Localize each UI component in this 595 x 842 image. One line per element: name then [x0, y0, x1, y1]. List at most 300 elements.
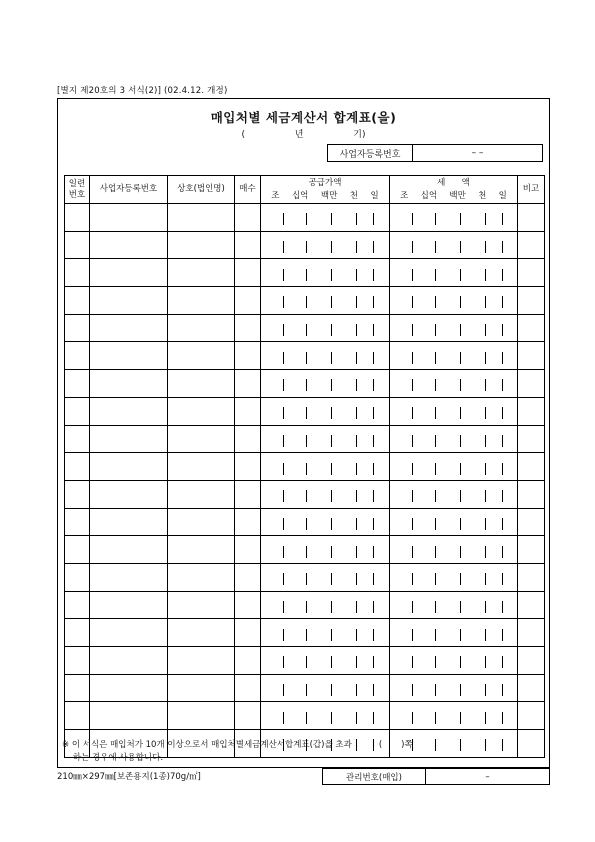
digit-separators: [390, 426, 517, 452]
digit-separators: [390, 564, 517, 590]
digit-tick: [283, 241, 284, 253]
digit-tick: [485, 379, 486, 391]
digit-tick: [460, 296, 461, 308]
digit-tick: [435, 296, 436, 308]
serial-cell[interactable]: [65, 480, 90, 508]
col-serial: 일련 번호: [65, 176, 90, 204]
footnote: ※ 이 서식은 매입처가 10개 이상으로서 매입처별세금계산서합계표(갑)을 초과 ( )쪽 하는 경우에 사용합니다.: [62, 740, 413, 763]
digit-tick: [331, 213, 332, 225]
digit-tick: [460, 352, 461, 364]
digit-tick: [373, 407, 374, 419]
company-cell[interactable]: [168, 425, 235, 453]
reg-number-cell[interactable]: [90, 674, 168, 702]
remarks-cell[interactable]: [518, 259, 545, 287]
digit-tick: [373, 601, 374, 613]
unit-label: 조: [271, 190, 280, 201]
digit-tick: [435, 352, 436, 364]
supply-value-cell[interactable]: [261, 619, 390, 647]
count-cell[interactable]: [235, 591, 261, 619]
digit-tick: [460, 463, 461, 475]
tax-cell[interactable]: [390, 563, 518, 591]
tax-cell[interactable]: [390, 674, 518, 702]
digit-separators: [390, 481, 517, 507]
digit-tick: [356, 213, 357, 225]
remarks-cell[interactable]: [518, 397, 545, 425]
digit-tick: [435, 213, 436, 225]
reg-number-cell[interactable]: [90, 425, 168, 453]
digit-tick: [502, 241, 503, 253]
serial-cell[interactable]: [65, 508, 90, 536]
form-frame: [57, 98, 550, 768]
supply-value-cell[interactable]: [261, 453, 390, 481]
digit-separators: [390, 647, 517, 673]
reg-number-cell[interactable]: [90, 619, 168, 647]
digit-tick: [356, 379, 357, 391]
digit-tick: [331, 629, 332, 641]
table-row: [65, 453, 545, 481]
company-cell[interactable]: [168, 508, 235, 536]
digit-tick: [435, 463, 436, 475]
serial-cell[interactable]: [65, 619, 90, 647]
year-label: 년: [294, 130, 304, 140]
count-cell[interactable]: [235, 619, 261, 647]
digit-tick: [460, 712, 461, 724]
company-cell[interactable]: [168, 397, 235, 425]
count-cell[interactable]: [235, 702, 261, 730]
tax-cell[interactable]: [390, 480, 518, 508]
remarks-cell[interactable]: [518, 425, 545, 453]
digit-tick: [460, 490, 461, 502]
supply-value-cell[interactable]: [261, 591, 390, 619]
company-cell[interactable]: [168, 314, 235, 342]
reg-number-cell[interactable]: [90, 508, 168, 536]
supply-value-cell[interactable]: [261, 563, 390, 591]
digit-tick: [373, 546, 374, 558]
digit-tick: [460, 739, 461, 751]
digit-tick: [356, 352, 357, 364]
supply-units: [261, 191, 389, 202]
supply-value-cell[interactable]: [261, 702, 390, 730]
col-company: 상호(법인명): [168, 176, 235, 204]
table-row: [65, 563, 545, 591]
company-cell[interactable]: [168, 204, 235, 232]
digit-separators: [261, 592, 389, 618]
digit-tick: [331, 573, 332, 585]
count-cell[interactable]: [235, 204, 261, 232]
remarks-cell[interactable]: [518, 204, 545, 232]
serial-cell[interactable]: [65, 204, 90, 232]
digit-tick: [356, 546, 357, 558]
digit-tick: [331, 324, 332, 336]
reg-number-cell[interactable]: [90, 342, 168, 370]
company-cell[interactable]: [168, 453, 235, 481]
tax-cell[interactable]: [390, 508, 518, 536]
paper-spec: 210㎜×297㎜[보존용지(1종)70g/㎡]: [57, 772, 201, 782]
digit-tick: [485, 739, 486, 751]
digit-tick: [485, 324, 486, 336]
digit-tick: [373, 463, 374, 475]
digit-separators: [390, 509, 517, 535]
digit-tick: [412, 379, 413, 391]
table-row: [65, 508, 545, 536]
col-remarks: 비고: [518, 176, 545, 204]
digit-separators: [261, 620, 389, 646]
reg-number-field[interactable]: – –: [471, 148, 484, 158]
table-row: [65, 674, 545, 702]
unit-label: 일: [498, 190, 507, 201]
digit-tick: [412, 518, 413, 530]
digit-separators: [390, 703, 517, 729]
table-row: [65, 702, 545, 730]
digit-tick: [435, 712, 436, 724]
supply-value-label: 공급가액: [308, 177, 342, 188]
count-cell[interactable]: [235, 453, 261, 481]
digit-tick: [485, 629, 486, 641]
tax-cell[interactable]: [390, 619, 518, 647]
company-cell[interactable]: [168, 619, 235, 647]
reg-number-cell[interactable]: [90, 204, 168, 232]
digit-tick: [485, 601, 486, 613]
remarks-cell[interactable]: [518, 702, 545, 730]
digit-tick: [412, 629, 413, 641]
serial-cell[interactable]: [65, 536, 90, 564]
digit-tick: [283, 269, 284, 281]
digit-separators: [261, 232, 389, 258]
period-label: 기): [353, 130, 366, 140]
digit-tick: [435, 573, 436, 585]
reg-number-cell[interactable]: [90, 563, 168, 591]
supply-value-cell[interactable]: [261, 231, 390, 259]
reg-number-cell[interactable]: [90, 453, 168, 481]
tax-cell[interactable]: [390, 259, 518, 287]
company-cell[interactable]: [168, 259, 235, 287]
digit-tick: [306, 241, 307, 253]
digit-tick: [435, 324, 436, 336]
digit-tick: [306, 546, 307, 558]
digit-tick: [373, 684, 374, 696]
digit-tick: [435, 435, 436, 447]
serial-cell[interactable]: [65, 397, 90, 425]
management-number-box: [322, 768, 550, 785]
company-cell[interactable]: [168, 563, 235, 591]
digit-tick: [331, 379, 332, 391]
reg-number-cell[interactable]: [90, 259, 168, 287]
digit-separators: [261, 481, 389, 507]
year-period-line: [58, 127, 549, 140]
digit-tick: [412, 296, 413, 308]
remarks-cell[interactable]: [518, 619, 545, 647]
table-row: [65, 536, 545, 564]
unit-label: 조: [400, 190, 409, 201]
digit-separators: [261, 398, 389, 424]
reg-number-cell[interactable]: [90, 536, 168, 564]
tax-cell[interactable]: [390, 314, 518, 342]
serial-cell[interactable]: [65, 314, 90, 342]
digit-tick: [485, 684, 486, 696]
col-tax: [390, 176, 518, 204]
tax-cell[interactable]: [390, 397, 518, 425]
tax-cell[interactable]: [390, 287, 518, 315]
digit-separators: [261, 509, 389, 535]
digit-tick: [435, 269, 436, 281]
remarks-cell[interactable]: [518, 508, 545, 536]
reg-number-cell[interactable]: [90, 702, 168, 730]
digit-tick: [502, 407, 503, 419]
digit-tick: [283, 518, 284, 530]
reg-number-cell[interactable]: [90, 591, 168, 619]
digit-tick: [502, 435, 503, 447]
supply-value-cell[interactable]: [261, 508, 390, 536]
digit-tick: [283, 435, 284, 447]
company-cell[interactable]: [168, 536, 235, 564]
tax-cell[interactable]: [390, 231, 518, 259]
remarks-cell[interactable]: [518, 674, 545, 702]
count-cell[interactable]: [235, 231, 261, 259]
table-row: [65, 314, 545, 342]
tax-cell[interactable]: [390, 425, 518, 453]
digit-tick: [502, 573, 503, 585]
reg-number-cell[interactable]: [90, 314, 168, 342]
supply-value-cell[interactable]: [261, 425, 390, 453]
digit-tick: [283, 296, 284, 308]
digit-tick: [331, 601, 332, 613]
count-cell[interactable]: [235, 647, 261, 675]
digit-tick: [356, 573, 357, 585]
remarks-cell[interactable]: [518, 591, 545, 619]
digit-tick: [502, 463, 503, 475]
serial-cell[interactable]: [65, 425, 90, 453]
serial-cell[interactable]: [65, 259, 90, 287]
digit-tick: [306, 352, 307, 364]
serial-cell[interactable]: [65, 702, 90, 730]
digit-tick: [435, 241, 436, 253]
table-row: [65, 619, 545, 647]
digit-tick: [373, 656, 374, 668]
digit-separators: [390, 260, 517, 286]
reg-number-cell[interactable]: [90, 397, 168, 425]
count-cell[interactable]: [235, 425, 261, 453]
remarks-cell[interactable]: [518, 730, 545, 758]
digit-separators: [390, 287, 517, 313]
count-cell[interactable]: [235, 536, 261, 564]
management-number-label: 관리번호(매입): [323, 769, 426, 784]
reg-number-cell[interactable]: [90, 370, 168, 398]
count-cell[interactable]: [235, 397, 261, 425]
digit-tick: [331, 407, 332, 419]
serial-cell[interactable]: [65, 231, 90, 259]
serial-cell[interactable]: [65, 591, 90, 619]
table-header-row: [65, 176, 545, 204]
digit-separators: [261, 564, 389, 590]
tax-units: [390, 191, 517, 202]
digit-separators: [390, 398, 517, 424]
count-cell[interactable]: [235, 563, 261, 591]
digit-tick: [331, 296, 332, 308]
company-cell[interactable]: [168, 674, 235, 702]
digit-tick: [502, 352, 503, 364]
count-cell[interactable]: [235, 342, 261, 370]
table-row: [65, 647, 545, 675]
unit-label: 백만: [449, 190, 466, 201]
digit-tick: [435, 546, 436, 558]
supply-value-cell[interactable]: [261, 536, 390, 564]
count-cell[interactable]: [235, 508, 261, 536]
remarks-cell[interactable]: [518, 314, 545, 342]
table-row: [65, 591, 545, 619]
digit-tick: [460, 241, 461, 253]
digit-tick: [373, 296, 374, 308]
company-cell[interactable]: [168, 231, 235, 259]
supply-value-cell[interactable]: [261, 204, 390, 232]
col-reg-number: 사업자등록번호: [90, 176, 168, 204]
digit-separators: [261, 315, 389, 341]
remarks-cell[interactable]: [518, 563, 545, 591]
supply-value-cell[interactable]: [261, 674, 390, 702]
tax-cell[interactable]: [390, 591, 518, 619]
digit-tick: [356, 656, 357, 668]
digit-tick: [306, 269, 307, 281]
digit-tick: [331, 518, 332, 530]
digit-tick: [331, 490, 332, 502]
reg-number-cell[interactable]: [90, 287, 168, 315]
serial-cell[interactable]: [65, 370, 90, 398]
supply-value-cell[interactable]: [261, 647, 390, 675]
company-cell[interactable]: [168, 480, 235, 508]
remarks-cell[interactable]: [518, 287, 545, 315]
digit-tick: [460, 213, 461, 225]
supply-value-cell[interactable]: [261, 259, 390, 287]
digit-separators: [261, 703, 389, 729]
digit-tick: [502, 213, 503, 225]
tax-cell[interactable]: [390, 702, 518, 730]
digit-tick: [485, 269, 486, 281]
digit-tick: [412, 241, 413, 253]
company-cell[interactable]: [168, 287, 235, 315]
serial-cell[interactable]: [65, 563, 90, 591]
digit-tick: [502, 296, 503, 308]
digit-tick: [373, 573, 374, 585]
digit-tick: [331, 435, 332, 447]
reg-number-cell[interactable]: [90, 480, 168, 508]
digit-tick: [485, 546, 486, 558]
digit-tick: [356, 324, 357, 336]
digit-tick: [356, 241, 357, 253]
supply-value-cell[interactable]: [261, 314, 390, 342]
digit-tick: [412, 656, 413, 668]
serial-cell[interactable]: [65, 342, 90, 370]
count-cell[interactable]: [235, 259, 261, 287]
management-number-field[interactable]: –: [485, 771, 490, 782]
tax-cell[interactable]: [390, 204, 518, 232]
digit-tick: [306, 573, 307, 585]
digit-tick: [412, 684, 413, 696]
digit-separators: [390, 343, 517, 369]
digit-tick: [283, 490, 284, 502]
digit-tick: [502, 739, 503, 751]
table-row: [65, 204, 545, 232]
company-cell[interactable]: [168, 702, 235, 730]
digit-tick: [412, 407, 413, 419]
remarks-cell[interactable]: [518, 342, 545, 370]
supply-value-cell[interactable]: [261, 480, 390, 508]
company-cell[interactable]: [168, 591, 235, 619]
company-cell[interactable]: [168, 370, 235, 398]
digit-tick: [373, 213, 374, 225]
digit-tick: [306, 518, 307, 530]
serial-cell[interactable]: [65, 674, 90, 702]
digit-tick: [283, 463, 284, 475]
digit-tick: [502, 379, 503, 391]
serial-cell[interactable]: [65, 287, 90, 315]
count-cell[interactable]: [235, 314, 261, 342]
digit-tick: [435, 629, 436, 641]
digit-separators: [261, 204, 389, 230]
tax-cell[interactable]: [390, 647, 518, 675]
count-cell[interactable]: [235, 287, 261, 315]
digit-tick: [356, 518, 357, 530]
remarks-cell[interactable]: [518, 647, 545, 675]
remarks-cell[interactable]: [518, 453, 545, 481]
col-supply-value: [261, 176, 390, 204]
digit-tick: [331, 463, 332, 475]
digit-separators: [261, 260, 389, 286]
digit-tick: [306, 407, 307, 419]
digit-tick: [502, 656, 503, 668]
digit-tick: [306, 463, 307, 475]
supply-value-cell[interactable]: [261, 370, 390, 398]
digit-tick: [502, 684, 503, 696]
digit-tick: [460, 269, 461, 281]
tax-cell[interactable]: [390, 370, 518, 398]
digit-separators: [390, 232, 517, 258]
tax-cell[interactable]: [390, 536, 518, 564]
digit-tick: [356, 463, 357, 475]
supply-value-cell[interactable]: [261, 397, 390, 425]
digit-separators: [390, 454, 517, 480]
count-cell[interactable]: [235, 674, 261, 702]
tax-cell[interactable]: [390, 342, 518, 370]
digit-tick: [283, 352, 284, 364]
count-cell[interactable]: [235, 370, 261, 398]
table-row: [65, 480, 545, 508]
tax-cell[interactable]: [390, 453, 518, 481]
digit-tick: [331, 269, 332, 281]
remarks-cell[interactable]: [518, 370, 545, 398]
serial-cell[interactable]: [65, 647, 90, 675]
count-cell[interactable]: [235, 480, 261, 508]
reg-number-cell[interactable]: [90, 231, 168, 259]
remarks-cell[interactable]: [518, 480, 545, 508]
supply-value-cell[interactable]: [261, 342, 390, 370]
company-cell[interactable]: [168, 647, 235, 675]
digit-tick: [460, 629, 461, 641]
digit-tick: [283, 213, 284, 225]
supply-value-cell[interactable]: [261, 287, 390, 315]
digit-tick: [485, 518, 486, 530]
digit-tick: [460, 656, 461, 668]
digit-separators: [390, 204, 517, 230]
reg-number-cell[interactable]: [90, 647, 168, 675]
remarks-cell[interactable]: [518, 536, 545, 564]
digit-tick: [283, 324, 284, 336]
table-row: [65, 342, 545, 370]
company-cell[interactable]: [168, 342, 235, 370]
serial-cell[interactable]: [65, 453, 90, 481]
digit-tick: [460, 324, 461, 336]
digit-tick: [283, 629, 284, 641]
remarks-cell[interactable]: [518, 231, 545, 259]
digit-tick: [412, 490, 413, 502]
